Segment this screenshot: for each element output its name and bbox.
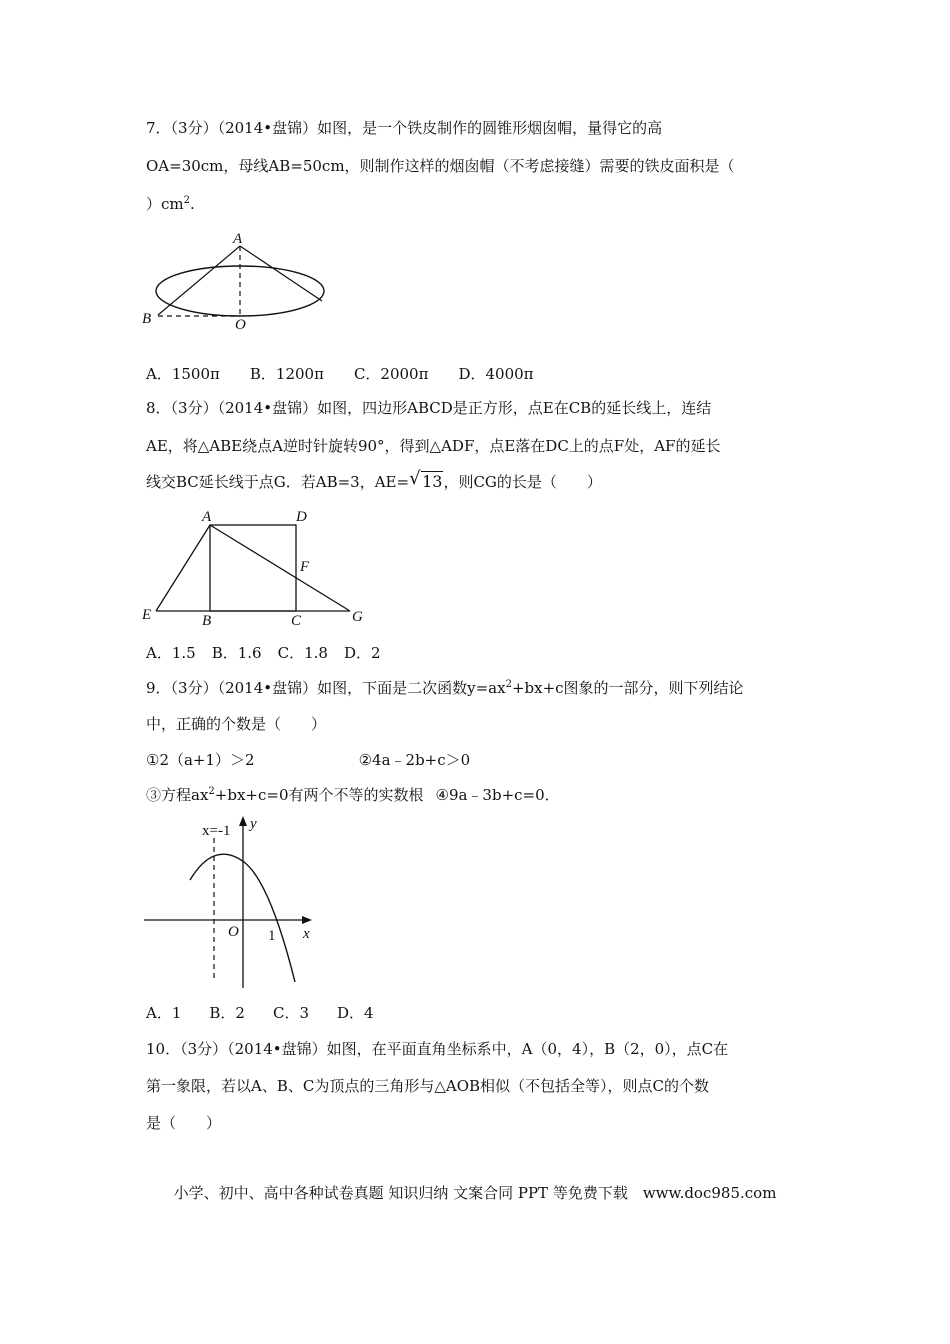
q8-option-b[interactable]: B．1.6 <box>211 644 262 662</box>
q9-option-c[interactable]: C．3 <box>272 1004 309 1022</box>
parabola-figure <box>140 812 340 997</box>
q9-item-3: ③方程$ax^2+bx+c=0$有两个不等的实数根 <box>146 786 424 804</box>
parabola-label-axis-line: x=-1 <box>202 823 231 839</box>
q8-option-a[interactable]: A．1.5 <box>146 644 196 662</box>
q9-item-2: ②4a﹣2b+c＞0 <box>358 751 471 769</box>
q9-items-row1 <box>146 750 470 770</box>
q9-option-a[interactable]: A．1 <box>146 1004 182 1022</box>
q8-stem-line3: 线交BC延长线于点G．若AB=3，AE= √ 13，则CG的长是（ ） <box>146 468 602 491</box>
square-label-f: F <box>300 559 310 575</box>
q10-stem-line2: 第一象限，若以A、B、C为顶点的三角形与△AOB相似（不包括全等），则点C的个数 <box>146 1077 710 1095</box>
q9-options <box>146 1003 374 1023</box>
q8-options <box>146 643 381 663</box>
q8-option-d[interactable]: D．2 <box>343 644 381 662</box>
parabola-label-x: x <box>303 926 310 942</box>
q8-stem-line2: AE，将△ABE绕点A逆时针旋转90°，得到△ADF，点E落在DC上的点F处，AF的延长 <box>146 437 721 455</box>
q7-option-d[interactable]: D．4000π <box>458 365 534 383</box>
square-figure <box>136 505 376 630</box>
q7-option-b[interactable]: B．1200π <box>249 365 324 383</box>
q10-stem-line1: 10．（3分）（2014•盘锦）如图，在平面直角坐标系中，A（0，4），B（2，0），点C在 <box>146 1040 729 1058</box>
q8-option-c[interactable]: C．1.8 <box>277 644 328 662</box>
q7-stem-line3: ）$cm^2$. <box>146 195 195 213</box>
q9-item-1: ①2（a+1）＞2 <box>146 751 255 769</box>
cone-figure <box>136 228 336 338</box>
square-label-b: B <box>202 613 212 629</box>
square-label-d: D <box>296 509 307 525</box>
parabola-label-o: O <box>228 924 239 940</box>
parabola-label-1: 1 <box>268 928 276 944</box>
page-footer: 小学、初中、高中各种试卷真题 知识归纳 文案合同 PPT 等免费下载 www.doc985.com <box>173 1184 777 1202</box>
sqrt-13: √ 13 <box>409 468 443 491</box>
square-label-g: G <box>352 609 363 625</box>
q7-option-a[interactable]: A．1500π <box>146 365 220 383</box>
q8-stem-line1: 8．（3分）（2014•盘锦）如图，四边形ABCD是正方形，点E在CB的延长线上，连结 <box>146 399 712 417</box>
q9-stem-line1: 9．（3分）（2014•盘锦）如图，下面是二次函数$y=ax^2+bx+c$图象的一部分，则下列结论 <box>146 679 744 697</box>
q10-stem-line3: 是（ ） <box>146 1114 222 1132</box>
q7-options <box>146 364 534 384</box>
q9-option-d[interactable]: D．4 <box>337 1004 374 1022</box>
cone-label-o: O <box>235 317 246 333</box>
square-label-c: C <box>291 613 302 629</box>
q7-option-c[interactable]: C．2000π <box>353 365 429 383</box>
q9-stem-line2: 中，正确的个数是（ ） <box>146 715 327 733</box>
q7-stem-line1: 7．（3分）（2014•盘锦）如图，是一个铁皮制作的圆锥形烟囱帽，量得它的高 <box>146 119 663 137</box>
q9-items-row2 <box>146 785 560 805</box>
q9-item-4: ④9a﹣3b+c=0． <box>435 786 560 804</box>
cone-label-b: B <box>142 311 152 327</box>
cone-label-a: A <box>233 231 243 247</box>
square-label-e: E <box>142 607 152 623</box>
q9-option-b[interactable]: B．2 <box>209 1004 245 1022</box>
q7-stem-line2: OA=30cm，母线AB=50cm，则制作这样的烟囱帽（不考虑接缝）需要的铁皮面积是（ <box>146 157 735 175</box>
square-label-a: A <box>202 509 212 525</box>
parabola-label-y: y <box>250 816 257 832</box>
